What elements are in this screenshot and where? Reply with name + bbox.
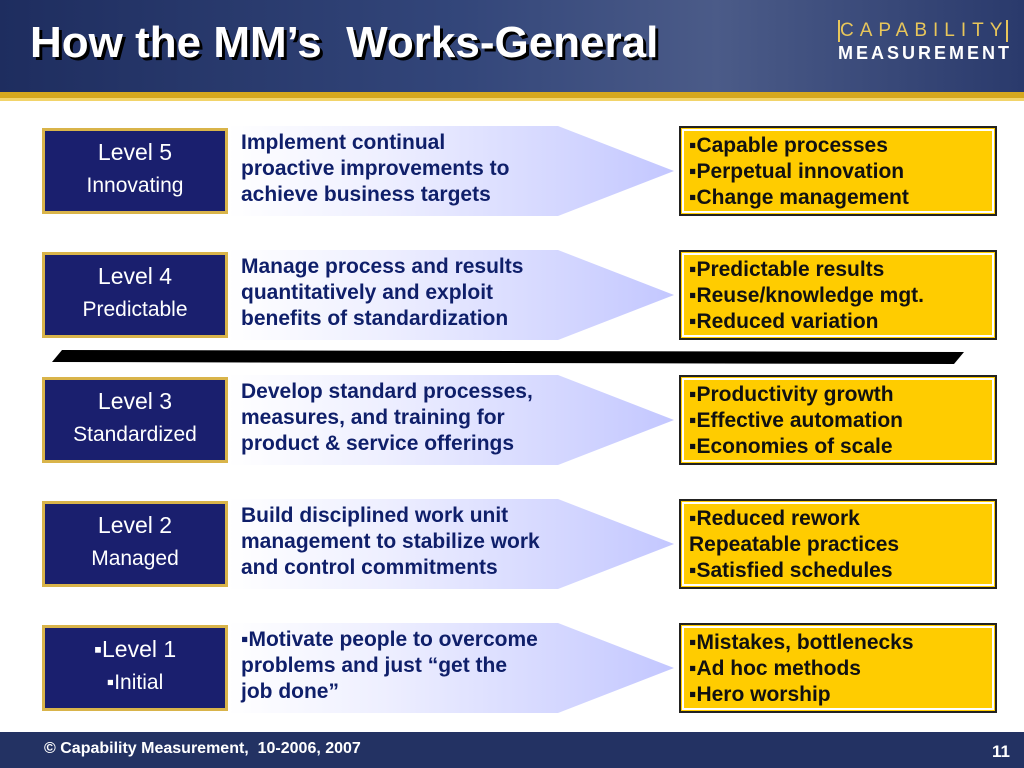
slide-title: How the MM’s Works-General xyxy=(30,18,659,67)
results-box xyxy=(679,250,997,340)
level-name: Predictable xyxy=(82,298,188,321)
results-box xyxy=(679,375,997,465)
level-name: ▪Initial xyxy=(106,671,164,694)
level-box xyxy=(42,252,228,338)
description-line: quantitatively and exploit xyxy=(241,281,494,304)
description-line: measures, and training for xyxy=(241,406,505,429)
maturity-row-level-1 xyxy=(0,623,1024,715)
level-number: ▪Level 1 xyxy=(93,636,177,662)
level-box xyxy=(42,377,228,463)
result-item: ▪Ad hoc methods xyxy=(689,657,861,680)
description-line: and control commitments xyxy=(241,556,498,579)
level-box xyxy=(42,625,228,711)
result-item: ▪Reuse/knowledge mgt. xyxy=(689,284,924,307)
threshold-divider-bar xyxy=(52,350,964,364)
result-item: ▪Change management xyxy=(689,186,909,209)
level-description xyxy=(241,379,621,457)
description-line: Build disciplined work unit xyxy=(241,504,509,527)
result-item: ▪Perpetual innovation xyxy=(689,160,905,183)
slide-header xyxy=(0,0,1024,92)
description-line: job done” xyxy=(241,680,339,703)
level-description xyxy=(241,503,621,581)
maturity-row-level-5 xyxy=(0,126,1024,218)
maturity-row-level-3 xyxy=(0,375,1024,467)
result-item: ▪Reduced variation xyxy=(689,310,879,333)
logo-line-1: CAPABILITY xyxy=(840,20,1009,41)
description-line: proactive improvements to xyxy=(241,157,510,180)
level-description xyxy=(241,627,621,705)
description-line: benefits of standardization xyxy=(241,307,509,330)
company-logo xyxy=(838,20,1013,64)
page-number: 11 xyxy=(992,742,1010,761)
description-line: product & service offerings xyxy=(241,432,515,455)
level-name: Standardized xyxy=(73,423,197,446)
results-box xyxy=(679,126,997,216)
result-item: ▪Effective automation xyxy=(689,409,903,432)
maturity-row-level-2 xyxy=(0,499,1024,591)
header-accent-line-light xyxy=(0,98,1024,101)
level-name: Innovating xyxy=(86,174,184,197)
result-item: Repeatable practices xyxy=(689,533,900,556)
level-name: Managed xyxy=(91,547,179,570)
level-description xyxy=(241,254,621,332)
result-item: ▪Hero worship xyxy=(689,683,831,706)
results-box xyxy=(679,499,997,589)
description-line: Implement continual xyxy=(241,131,446,154)
result-item: ▪Productivity growth xyxy=(689,383,894,406)
logo-line-2: MEASUREMENT xyxy=(838,43,1013,63)
level-number: Level 2 xyxy=(97,512,173,538)
level-number: Level 5 xyxy=(97,139,173,165)
description-line: achieve business targets xyxy=(241,183,491,206)
level-box xyxy=(42,128,228,214)
result-item: ▪Capable processes xyxy=(689,134,888,157)
description-line: Develop standard processes, xyxy=(241,380,533,403)
level-box xyxy=(42,501,228,587)
result-item: ▪Predictable results xyxy=(689,258,885,281)
description-line: management to stabilize work xyxy=(241,530,540,553)
results-box xyxy=(679,623,997,713)
level-number: Level 4 xyxy=(97,263,173,289)
level-number: Level 3 xyxy=(97,388,173,414)
description-line: ▪Motivate people to overcome xyxy=(241,628,538,651)
copyright-text: © Capability Measurement, 10-2006, 2007 xyxy=(44,740,361,757)
level-description xyxy=(241,130,621,208)
result-item: ▪Mistakes, bottlenecks xyxy=(689,631,914,654)
result-item: ▪Reduced rework xyxy=(689,507,860,530)
maturity-row-level-4 xyxy=(0,250,1024,342)
description-line: problems and just “get the xyxy=(241,654,508,677)
description-line: Manage process and results xyxy=(241,255,524,278)
result-item: ▪Economies of scale xyxy=(689,435,893,458)
slide-footer xyxy=(0,732,1024,768)
result-item: ▪Satisfied schedules xyxy=(689,559,893,582)
